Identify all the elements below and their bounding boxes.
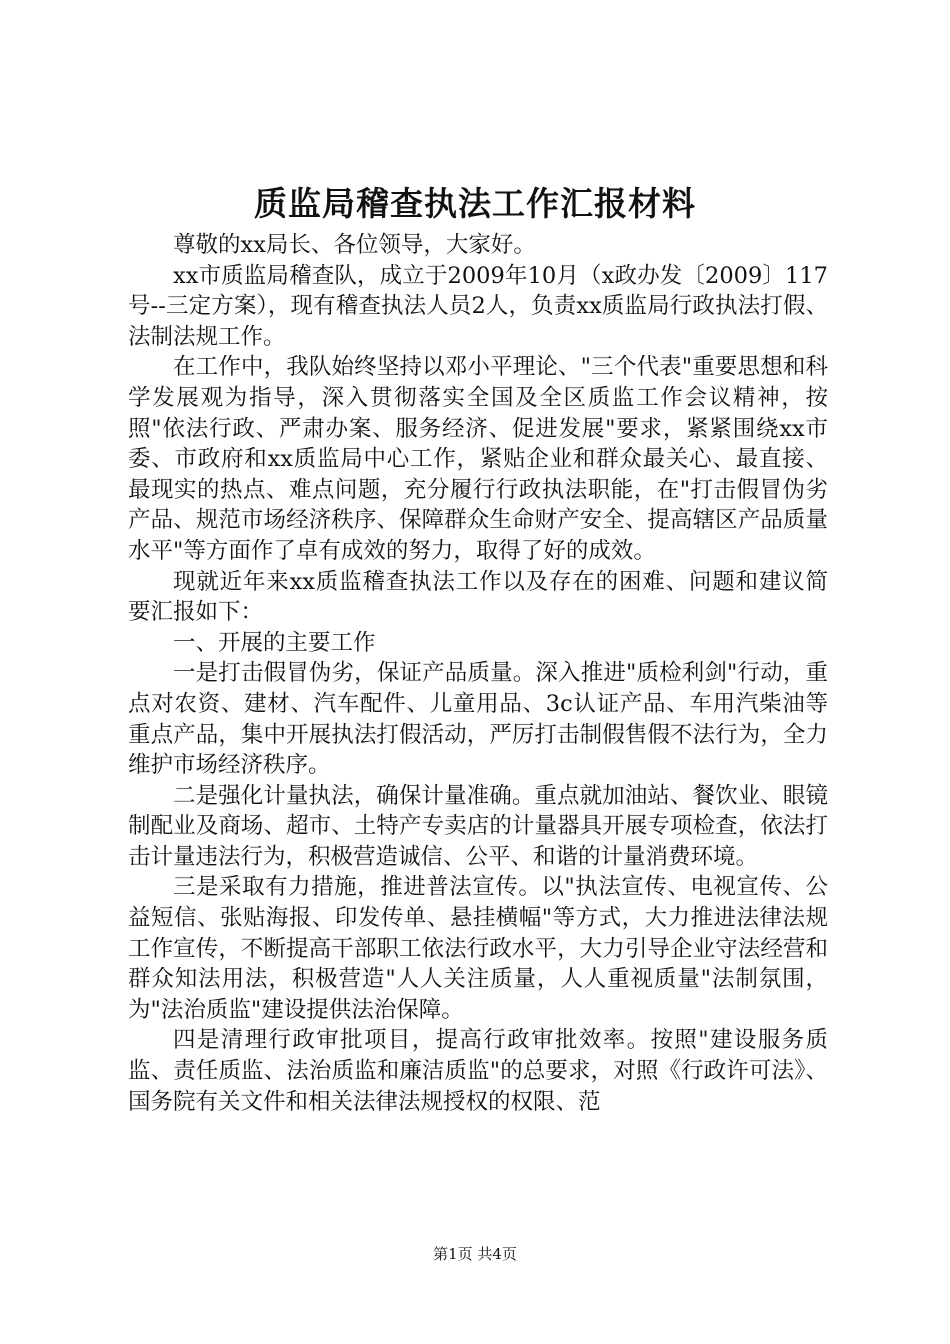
paragraph-item-three: 三是采取有力措施，推进普法宣传。以"执法宣传、电视宣传、公益短信、张贴海报、印发传单、悬挂横幅"等方式，大力推进法律法规工作宣传，不断提高干部职工依法行政水平，大力引导企业守法经营和群众知法用法，积极营造"人人关注质量，人人重视质量"法制氛围，为"法治质监"建设提供法治保障。 [128,874,828,1023]
page-footer: 第1页 共4页 [433,1245,517,1263]
paragraph-report-outline: 现就近年来xx质监稽查执法工作以及存在的困难、问题和建议简要汇报如下： [128,568,828,626]
document-body [128,230,828,1117]
paragraph-item-four: 四是清理行政审批项目，提高行政审批效率。按照"建设服务质监、责任质监、法治质监和廉洁质监"的总要求，对照《行政许可法》、国务院有关文件和相关法律法规授权的权限、范 [128,1027,828,1115]
paragraph-guiding-principles: 在工作中，我队始终坚持以邓小平理论、"三个代表"重要思想和科学发展观为指导，深入贯彻落实全国及全区质监工作会议精神，按照"依法行政、严肃办案、服务经济、促进发展"要求，紧紧围绕xx市委、市政府和xx质监局中心工作，紧贴企业和群众最关心、最直接、最现实的热点、难点问题，充分履行行政执法职能，在"打击假冒伪劣产品、规范市场经济秩序、保障群众生命财产安全、提高辖区产品质量水平"等方面作了卓有成效的努力，取得了好的成效。 [128,354,828,564]
section-heading-main-work: 一、开展的主要工作 [173,629,376,656]
document-title: 质监局稽查执法工作汇报材料 [254,184,696,223]
paragraph-greeting: 尊敬的xx局长、各位领导，大家好。 [173,232,536,258]
paragraph-item-two: 二是强化计量执法，确保计量准确。重点就加油站、餐饮业、眼镜制配业及商场、超市、土特产专卖店的计量器具开展专项检查，依法打击计量违法行为，积极营造诚信、公平、和谐的计量消费环境。 [128,782,828,870]
paragraph-item-one: 一是打击假冒伪劣，保证产品质量。深入推进"质检利剑"行动，重点对农资、建材、汽车配件、儿童用品、3c认证产品、车用汽柴油等重点产品，集中开展执法打假活动，严厉打击制假售假不法行为，全力维护市场经济秩序。 [128,660,828,779]
paragraph-intro: xx市质监局稽查队，成立于2009年10月（x政办发〔2009〕117号--三定方案），现有稽查执法人员2人，负责xx质监局行政执法打假、法制法规工作。 [128,262,828,350]
